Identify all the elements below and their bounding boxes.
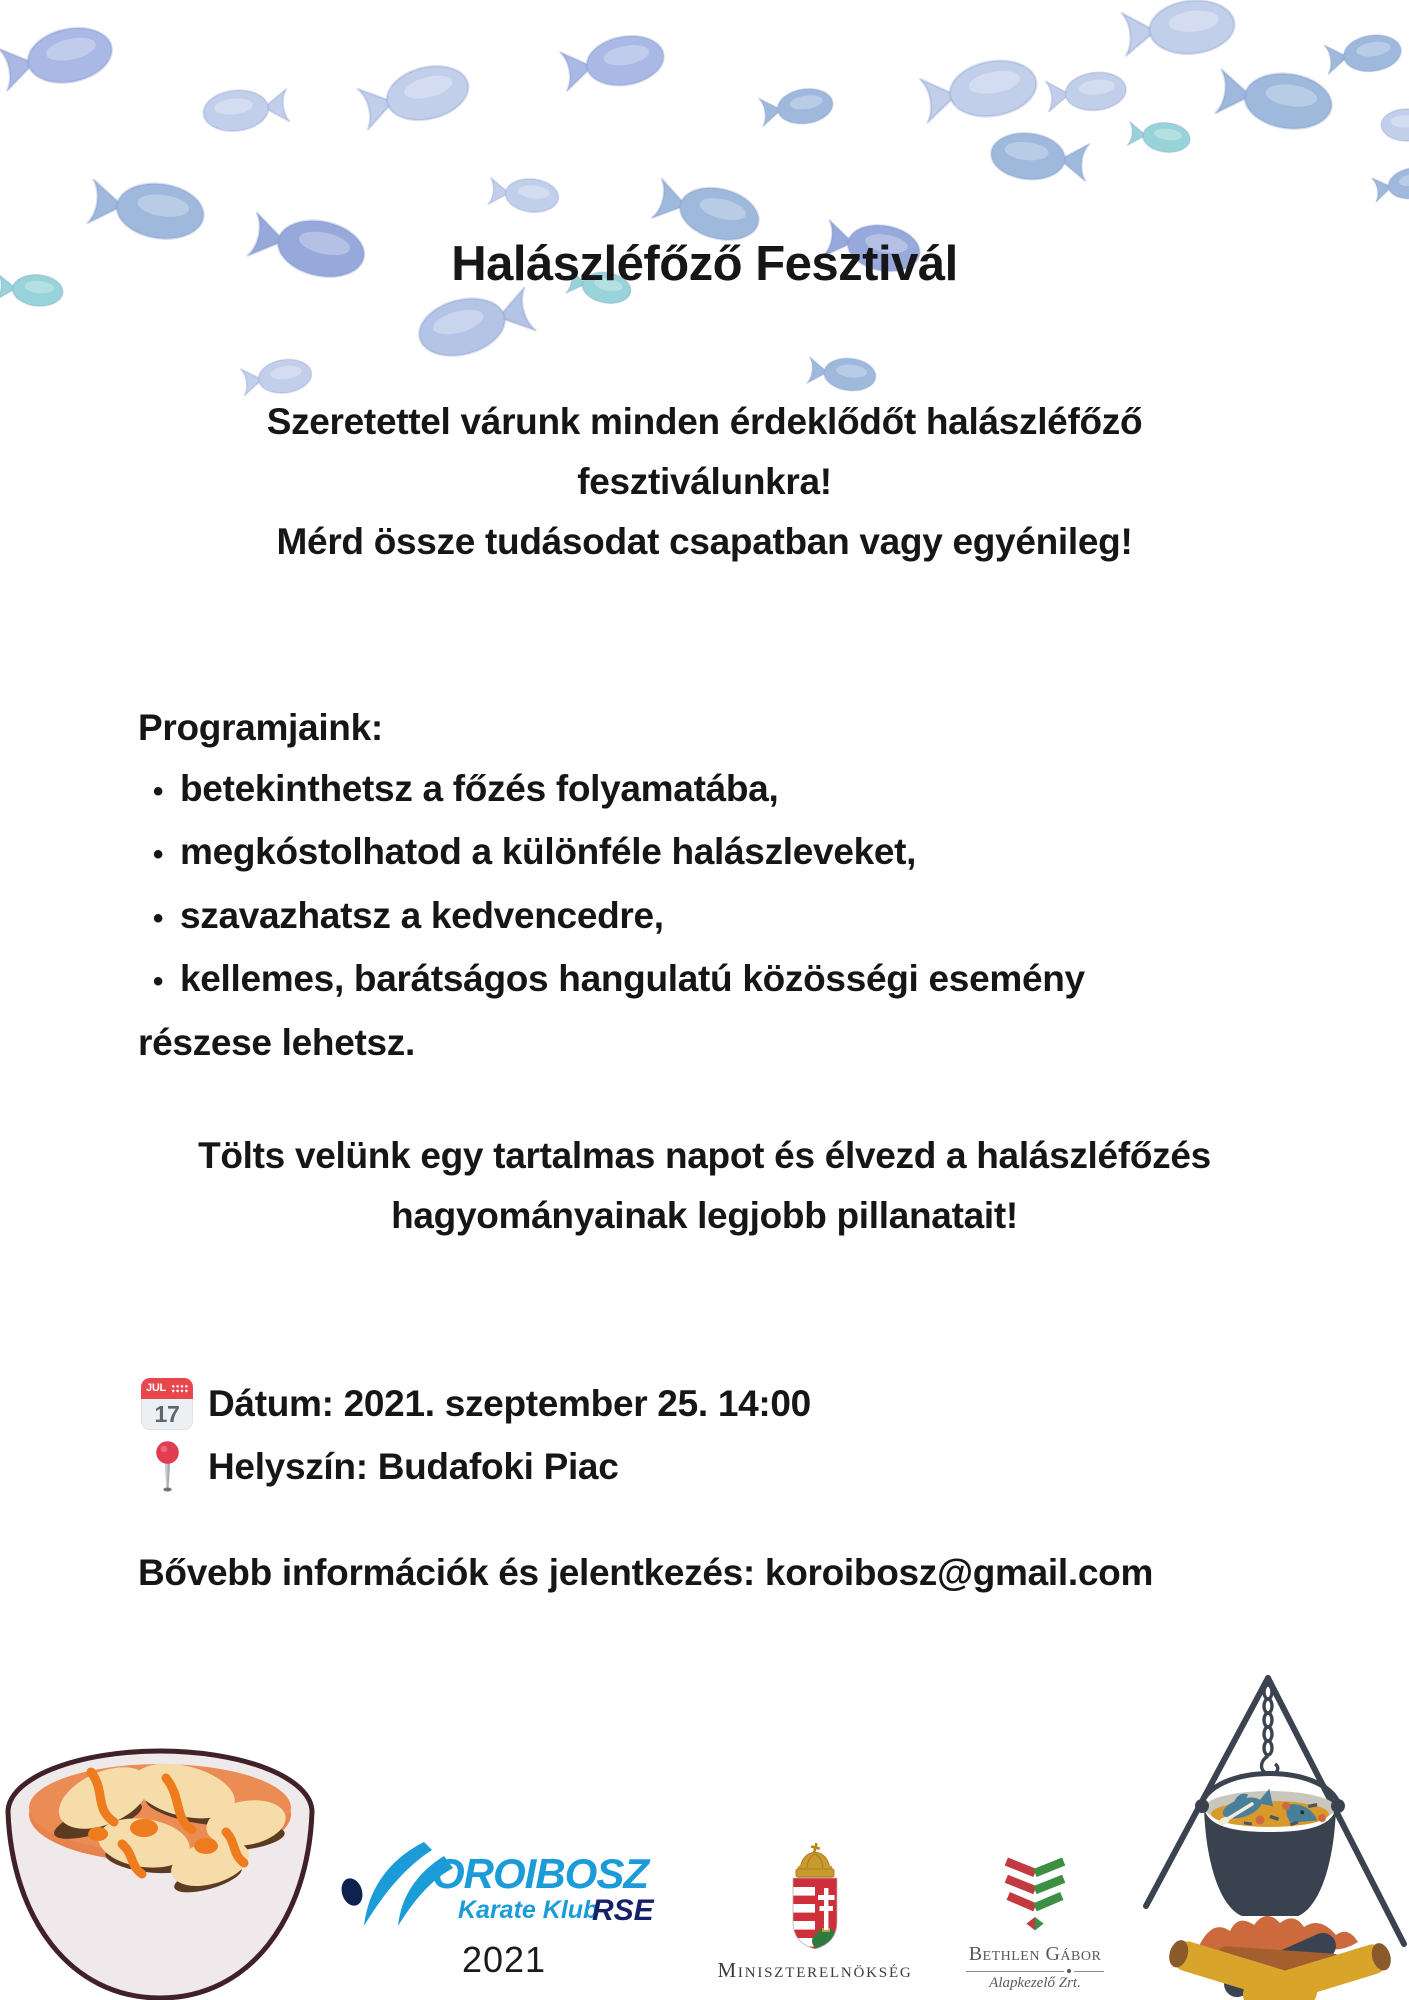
program-item: • kellemes, barátságos hangulatú közösségi esemény: [138, 949, 1329, 1013]
program-item-continuation: részese lehetsz.: [138, 1021, 415, 1063]
holy-crown: [796, 1842, 834, 1877]
bethlen-shield: [987, 1850, 1083, 1938]
calendar-binding-dots: [171, 1384, 188, 1393]
hungarian-coat-of-arms: [783, 1842, 847, 1954]
contact-text: Bővebb információk és jelentkezés: koroibosz@gmail.com: [138, 1552, 1154, 1593]
bullet-dot: •: [152, 838, 164, 871]
intro-line: fesztiválunkra!: [577, 461, 832, 502]
koroibosz-rse: RSE: [592, 1894, 654, 1927]
logo-year: 2021: [461, 1939, 547, 1980]
soup-bowl-graphic: [0, 1736, 326, 2000]
event-date-row: [138, 1372, 811, 1435]
intro-line: Szeretettel várunk minden érdeklődőt halászléfőző: [266, 401, 1143, 442]
calendar-month: JUL: [146, 1381, 166, 1394]
bullet-dot: •: [152, 965, 164, 998]
calendar-day: 17: [154, 1400, 180, 1427]
bullet-dot: •: [152, 774, 164, 808]
bethlen-divider: [966, 1969, 1104, 1973]
pushpin-icon: [154, 1440, 181, 1494]
koroibosz-logo-graphic: [338, 1838, 670, 1928]
bethlen-gabor-logo: [950, 1850, 1120, 1992]
cauldron-illustration: [1140, 1668, 1409, 2000]
miniszterelnokseg-logo: [698, 1842, 932, 1983]
koroibosz-subtitle: Karate Klub: [458, 1896, 599, 1924]
cauldron-graphic: [1140, 1668, 1409, 2000]
programs-section: [138, 698, 1329, 1073]
closing-line: hagyományainak legjobb pillanatait!: [391, 1195, 1018, 1236]
closing-line: Tölts velünk egy tartalmas napot és élvezd a halászléfőzés: [198, 1135, 1211, 1176]
date-text: Dátum: 2021. szeptember 25. 14:00: [208, 1382, 811, 1424]
bethlen-subname: Alapkezelő Zrt.: [989, 1975, 1081, 1991]
soup-bowl-illustration: [0, 1736, 326, 2000]
program-item: • megkóstolhatod a különféle halászleveket,: [138, 822, 1329, 886]
poster-title: Halászléfőző Fesztivál: [451, 237, 958, 291]
intro-line: Mérd össze tudásodat csapatban vagy egyénileg!: [276, 521, 1133, 562]
bethlen-name: Bethlen Gábor: [968, 1943, 1102, 1965]
calendar-icon: [141, 1378, 193, 1430]
shield: [793, 1878, 840, 1950]
ministry-label: Miniszterelnökség: [717, 1958, 913, 1982]
program-item: • betekinthetsz a főzés folyamatába,: [138, 759, 1329, 823]
bullet-dot: •: [152, 901, 164, 935]
program-item: • szavazhatsz a kedvencedre,: [138, 886, 1329, 950]
koroibosz-logo: [338, 1838, 670, 1981]
logo-dot: [338, 1876, 366, 1909]
intro-text: [0, 392, 1409, 572]
location-text: Helyszín: Budafoki Piac: [208, 1445, 619, 1487]
event-details: [138, 1372, 811, 1498]
koroibosz-wordmark: OROIBOSZ: [432, 1850, 649, 1897]
programs-heading: Programjaink:: [138, 707, 383, 748]
closing-text: [0, 1126, 1409, 1246]
event-location-row: [138, 1435, 811, 1498]
watercolor-fish-band: [0, 0, 1409, 430]
